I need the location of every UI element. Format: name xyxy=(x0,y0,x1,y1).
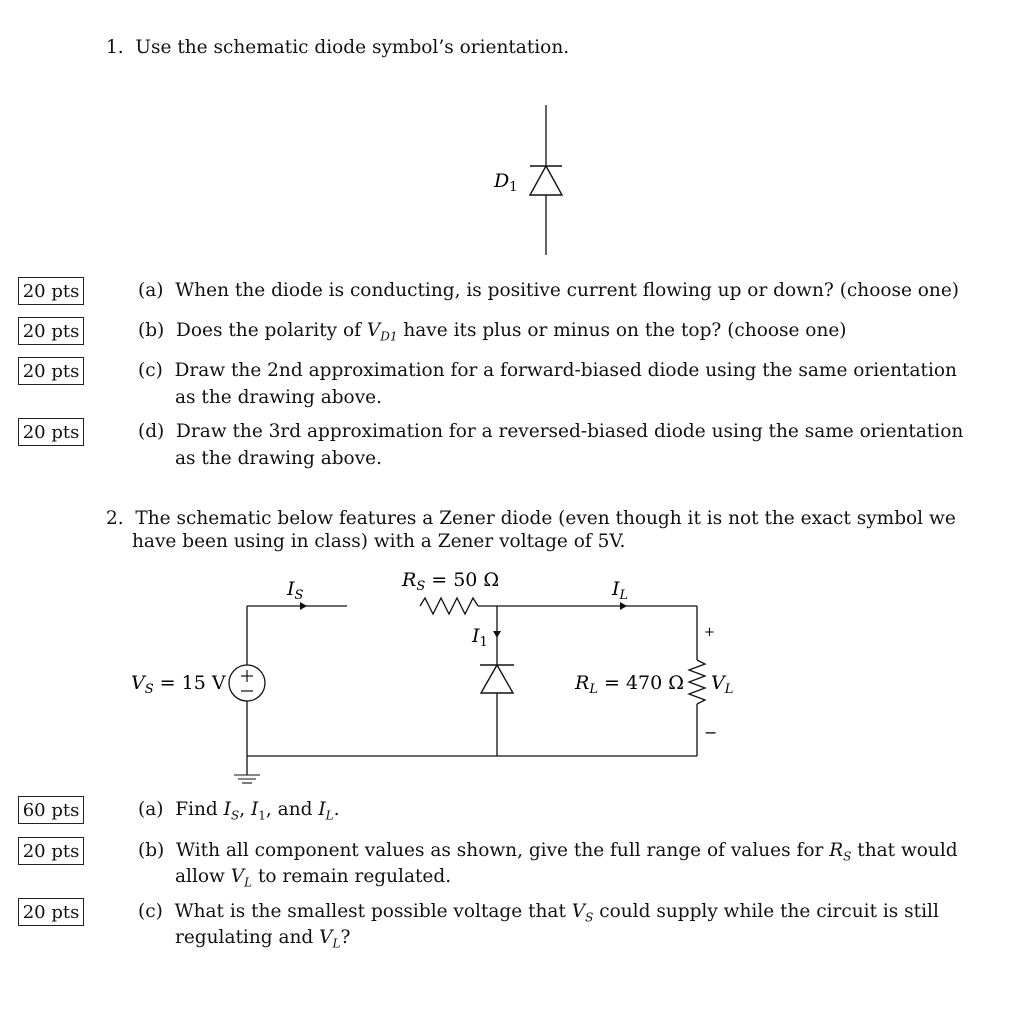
points-box-q2b: 20 pts xyxy=(18,837,84,865)
points-box-q1b: 20 pts xyxy=(18,317,84,345)
vl-minus: − xyxy=(704,723,718,742)
series-resistor xyxy=(420,598,478,614)
load-resistor xyxy=(689,660,705,704)
q1a-text: (a) When the diode is conducting, is positive current flowing up or down? (choose one) xyxy=(138,280,960,301)
points-box-q1a: 20 pts xyxy=(18,277,84,305)
i1-arrow xyxy=(493,631,501,638)
q1c-line2: as the drawing above. xyxy=(175,387,382,408)
q2-prompt-line1: 2. The schematic below features a Zener diode (even though it is not the exact symbol we xyxy=(106,508,956,529)
is-arrow xyxy=(300,602,307,610)
q2a-text: (a) Find $I_S$, $I_1$, and $I_L$. xyxy=(138,799,340,823)
q1d-line2: as the drawing above. xyxy=(175,448,382,469)
q1b-text: (b) Does the polarity of $V_{D1}$ have its plus or minus on the top? (choose one) xyxy=(138,320,847,344)
q1-prompt: 1. Use the schematic diode symbol’s orientation. xyxy=(106,37,570,58)
q1c-line1: (c) Draw the 2nd approximation for a forward-biased diode using the same orientation xyxy=(138,360,957,381)
vl-label: $V_L$ xyxy=(711,672,734,697)
points-box-q2c: 20 pts xyxy=(18,898,84,926)
rl-label: $R_L = 470$ Ω xyxy=(575,672,685,697)
zener-triangle xyxy=(481,665,513,693)
q1d-line1: (d) Draw the 3rd approximation for a reversed-biased diode using the same orientation xyxy=(138,421,964,442)
q2c-line1: (c) What is the smallest possible voltage that $V_S$ could supply while the circuit is still xyxy=(138,901,939,925)
diode-label: $D_1$ xyxy=(494,170,518,195)
il-arrow xyxy=(620,602,627,610)
points-box-q1d: 20 pts xyxy=(18,418,84,446)
q2c-line2: regulating and $V_L$? xyxy=(175,927,351,951)
is-label: $I_S$ xyxy=(287,578,304,603)
q2-prompt-line2: have been using in class) with a Zener voltage of 5V. xyxy=(132,531,626,552)
q2b-line2: allow $V_L$ to remain regulated. xyxy=(175,866,452,890)
points-box-q2a: 60 pts xyxy=(18,796,84,824)
i1-label: $I_1$ xyxy=(472,625,488,650)
rs-label: $R_S = 50$ Ω xyxy=(402,569,500,594)
vl-plus: + xyxy=(704,625,715,640)
q2b-line1: (b) With all component values as shown, give the full range of values for $R_S$ that would xyxy=(138,840,958,864)
vs-label: $V_S = 15$ V xyxy=(131,672,226,697)
points-box-q1c: 20 pts xyxy=(18,357,84,385)
il-label: $I_L$ xyxy=(612,578,629,603)
